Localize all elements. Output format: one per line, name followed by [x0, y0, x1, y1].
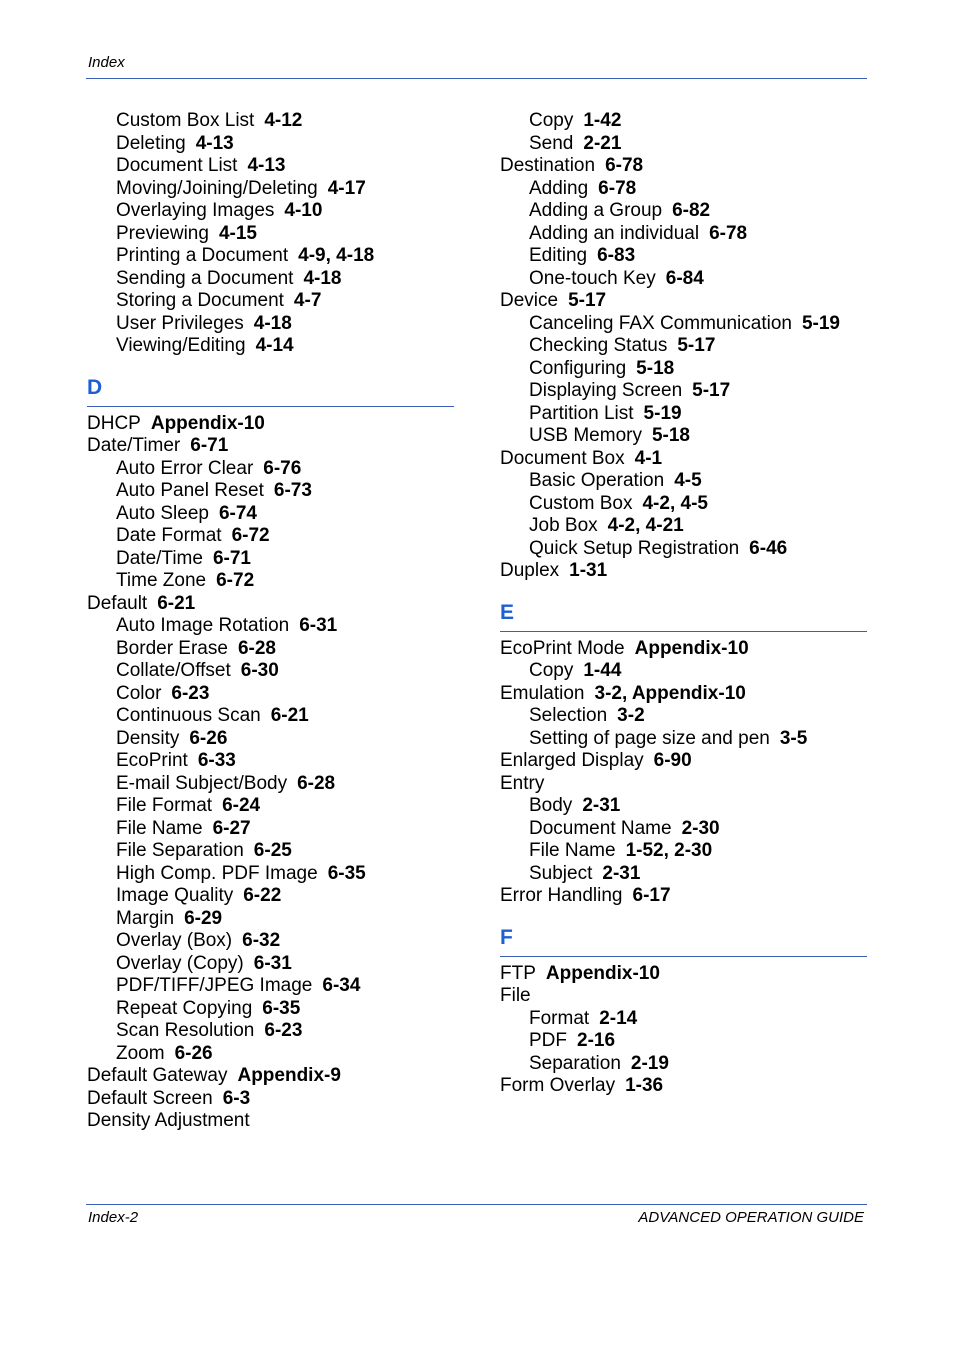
index-entry [87, 773, 454, 796]
page-reference[interactable]: 2-31 [582, 795, 621, 816]
continued-entries [87, 110, 454, 358]
index-entry [500, 560, 867, 583]
index-entry [500, 358, 867, 381]
index-entry [87, 245, 454, 268]
index-term: E-mail Subject/Body [116, 772, 288, 794]
page-reference[interactable]: 6-74 [218, 502, 257, 524]
page-reference[interactable]: 6-76 [263, 457, 302, 479]
index-term: Auto Image Rotation [116, 615, 290, 636]
footer-rule [86, 1204, 867, 1205]
index-term: Basic Operation [529, 470, 665, 491]
page-reference[interactable]: 1-44 [583, 660, 622, 681]
index-term: Storing a Document [116, 290, 284, 311]
section-rule-d [87, 406, 454, 407]
page-reference[interactable]: 6-21 [270, 705, 309, 726]
page-reference[interactable]: 6-25 [253, 840, 292, 861]
index-entry [87, 615, 454, 638]
index-term: Collate/Offset [116, 660, 231, 681]
index-entry [500, 728, 867, 751]
index-term: Send [529, 132, 574, 154]
index-term: One-touch Key [529, 267, 656, 289]
index-entry [500, 335, 867, 358]
section-letter-f: F [500, 925, 513, 949]
index-term: Quick Setup Registration [529, 537, 740, 559]
section-letter-e: E [500, 600, 515, 624]
index-entry [87, 268, 454, 291]
index-right-column [500, 110, 867, 1098]
index-entry [87, 975, 454, 998]
page-reference[interactable]: 6-26 [189, 727, 228, 749]
index-entry [87, 1065, 454, 1088]
page-reference[interactable]: 6-23 [171, 682, 210, 704]
index-entry [500, 245, 867, 268]
index-entry [87, 593, 454, 616]
index-term: Body [529, 795, 573, 816]
index-term: Viewing/Editing [116, 335, 246, 356]
index-entry [500, 403, 867, 426]
index-term: Date/Timer [87, 435, 181, 456]
index-term: Entry [500, 772, 545, 794]
index-entry [500, 380, 867, 403]
page-reference[interactable]: Appendix-9 [237, 1065, 341, 1086]
index-entry [500, 223, 867, 246]
page-reference[interactable]: 2-21 [583, 132, 622, 154]
index-term: Date Format [116, 525, 222, 546]
index-term: Default [87, 592, 148, 614]
index-term: Canceling FAX Communication [529, 312, 792, 334]
index-entry [87, 313, 454, 336]
index-term: Configuring [529, 357, 627, 379]
page-reference[interactable]: 4-13 [247, 155, 286, 176]
page-reference[interactable]: 6-83 [597, 245, 636, 266]
continued-entries [500, 110, 867, 583]
page-reference[interactable]: 3-5 [779, 727, 808, 749]
index-entry [87, 178, 454, 201]
index-entry [87, 503, 454, 526]
page-reference[interactable]: 6-71 [190, 435, 229, 456]
index-entry [500, 885, 867, 908]
index-term: Job Box [529, 515, 598, 536]
index-term: Color [116, 682, 162, 704]
index-entry [87, 863, 454, 886]
page-reference[interactable]: 6-29 [184, 907, 223, 929]
index-term: Date/Time [116, 547, 203, 569]
section-f [500, 908, 867, 1098]
page-reference[interactable]: 6-17 [632, 885, 671, 906]
index-term: Setting of page size and pen [529, 727, 770, 749]
page-reference[interactable]: 6-24 [222, 795, 261, 816]
index-term: Default Gateway [87, 1065, 228, 1086]
index-term: PDF [529, 1030, 567, 1051]
index-entry [87, 660, 454, 683]
page-reference[interactable]: 4-7 [293, 290, 322, 311]
index-entry [500, 515, 867, 538]
index-term: Enlarged Display [500, 750, 644, 771]
index-entry [87, 155, 454, 178]
page-reference[interactable]: 4-5 [674, 470, 702, 491]
page-number: Index-2 [88, 1209, 139, 1226]
index-entry [87, 223, 454, 246]
page-reference[interactable]: 2-16 [577, 1030, 616, 1051]
index-entry [500, 795, 867, 818]
index-entry [500, 660, 867, 683]
index-entry [87, 638, 454, 661]
index-term: Adding an individual [529, 222, 700, 244]
index-term: PDF/TIFF/JPEG Image [116, 975, 313, 996]
index-entry [87, 335, 454, 358]
index-entry [500, 290, 867, 313]
page-reference[interactable]: 4-18 [303, 267, 342, 289]
index-entry [87, 1020, 454, 1043]
index-entry [87, 480, 454, 503]
index-term: DHCP [87, 412, 141, 434]
index-entry [500, 313, 867, 336]
page-reference[interactable]: 6-78 [709, 222, 748, 244]
page-reference[interactable]: 3-2 [617, 705, 645, 726]
index-entry [87, 548, 454, 571]
page-reference[interactable]: Appendix-10 [545, 962, 660, 984]
index-term: Selection [529, 705, 608, 726]
index-term: Border Erase [116, 637, 228, 659]
page-reference[interactable]: 4-1 [634, 447, 663, 469]
index-entry [87, 818, 454, 841]
page-reference[interactable]: 1-31 [569, 560, 608, 581]
index-term: Repeat Copying [116, 997, 253, 1019]
index-term: Custom Box List [116, 110, 255, 131]
index-term: Adding [529, 177, 589, 199]
section-letter-d: D [87, 375, 103, 399]
page-reference[interactable]: 4-18 [253, 312, 292, 334]
index-term: Previewing [116, 222, 209, 244]
index-term: Density Adjustment [87, 1110, 250, 1131]
page-reference[interactable]: 6-90 [653, 750, 692, 771]
index-term: Error Handling [500, 885, 623, 906]
section-e-entries [500, 638, 867, 908]
page-reference[interactable]: 3-2, Appendix-10 [594, 682, 746, 704]
index-entry [500, 705, 867, 728]
page-reference[interactable]: 6-73 [273, 480, 312, 501]
index-entry [500, 268, 867, 291]
index-entry [87, 705, 454, 728]
running-header: Index [88, 54, 125, 71]
page-reference[interactable]: 4-15 [218, 222, 257, 244]
index-entry [87, 750, 454, 773]
page-reference[interactable]: 4-9, 4-18 [298, 245, 375, 266]
page-reference[interactable]: 2-14 [599, 1007, 638, 1029]
section-f-entries [500, 963, 867, 1098]
section-d [87, 358, 454, 1133]
index-term: Auto Panel Reset [116, 480, 264, 501]
index-entry [500, 448, 867, 471]
index-entry [500, 155, 867, 178]
index-entry [87, 1043, 454, 1066]
index-term: Margin [116, 907, 175, 929]
page-reference[interactable]: 6-28 [237, 637, 276, 659]
page-reference[interactable]: 1-52, 2-30 [625, 840, 713, 861]
index-entry [87, 570, 454, 593]
page-reference[interactable]: 6-84 [665, 267, 704, 289]
page-reference[interactable]: 1-36 [625, 1075, 664, 1096]
index-term: Density [116, 727, 180, 749]
index-entry [500, 110, 867, 133]
index-term: Checking Status [529, 335, 668, 356]
index-term: EcoPrint Mode [500, 637, 625, 659]
index-term: Printing a Document [116, 245, 289, 266]
index-term: Moving/Joining/Deleting [116, 177, 318, 199]
index-entry [500, 538, 867, 561]
page-reference[interactable]: 6-72 [216, 570, 255, 591]
page-reference[interactable]: 6-32 [242, 930, 281, 951]
page-reference[interactable]: 6-30 [240, 660, 279, 681]
page-reference[interactable]: 6-35 [262, 997, 301, 1019]
index-entry [500, 425, 867, 448]
page-reference[interactable]: 6-33 [197, 750, 236, 771]
index-entry [500, 840, 867, 863]
index-term: Displaying Screen [529, 380, 683, 401]
page-reference[interactable]: 6-35 [327, 862, 366, 884]
index-entry [87, 885, 454, 908]
page-reference[interactable]: 6-46 [749, 537, 788, 559]
index-entry [87, 683, 454, 706]
page-reference[interactable]: 6-26 [174, 1042, 213, 1064]
section-e [500, 583, 867, 908]
index-term: Overlaying Images [116, 200, 275, 221]
index-entry [500, 470, 867, 493]
page-reference[interactable]: 5-17 [568, 290, 607, 311]
index-entry [500, 985, 867, 1008]
page-reference[interactable]: 6-78 [598, 177, 637, 199]
index-term: Separation [529, 1052, 621, 1074]
index-entry [500, 773, 867, 796]
index-term: Document List [116, 155, 238, 176]
index-term: Destination [500, 155, 596, 176]
index-entry [87, 953, 454, 976]
index-term: Zoom [116, 1042, 165, 1064]
index-term: File Name [116, 817, 203, 839]
header-rule [86, 78, 867, 79]
index-entry [500, 493, 867, 516]
index-entry [87, 458, 454, 481]
index-term: Document Name [529, 817, 672, 839]
page-reference[interactable]: 6-3 [222, 1087, 251, 1109]
index-entry [500, 1030, 867, 1053]
index-term: Deleting [116, 132, 186, 154]
index-entry [500, 1008, 867, 1031]
page-reference[interactable]: 6-72 [231, 525, 270, 546]
page-reference[interactable]: 5-18 [636, 357, 675, 379]
page-reference[interactable]: 4-13 [195, 132, 234, 154]
page-reference[interactable]: 2-30 [681, 817, 720, 839]
page-reference[interactable]: 5-17 [677, 335, 716, 356]
index-entry [500, 133, 867, 156]
index-term: FTP [500, 962, 536, 984]
index-entry [87, 795, 454, 818]
index-entry [87, 413, 454, 436]
index-term: Duplex [500, 560, 560, 581]
index-term: User Privileges [116, 312, 244, 334]
index-entry [87, 840, 454, 863]
index-term: File Name [529, 840, 616, 861]
page-reference[interactable]: 5-17 [692, 380, 731, 401]
section-rule-e [500, 631, 867, 632]
index-term: File Format [116, 795, 213, 816]
index-term: Overlay (Copy) [116, 952, 244, 974]
index-term: High Comp. PDF Image [116, 862, 318, 884]
page-reference[interactable]: 1-42 [583, 110, 622, 131]
page-reference[interactable]: 4-14 [255, 335, 294, 356]
page-reference[interactable]: 6-27 [212, 817, 251, 839]
index-entry [500, 200, 867, 223]
index-term: Default Screen [87, 1087, 213, 1109]
index-term: Format [529, 1007, 590, 1029]
page-reference[interactable]: 6-22 [243, 885, 282, 906]
index-entry [87, 930, 454, 953]
index-term: Copy [529, 660, 574, 681]
index-term: USB Memory [529, 425, 642, 446]
index-entry [500, 1053, 867, 1076]
page-reference[interactable]: 4-12 [264, 110, 303, 131]
index-entry [87, 133, 454, 156]
page-reference[interactable]: 6-31 [299, 615, 338, 636]
index-entry [500, 863, 867, 886]
page-reference[interactable]: 5-19 [643, 402, 682, 424]
index-entry [500, 963, 867, 986]
page-reference[interactable]: 6-82 [672, 200, 711, 221]
index-left-column [87, 110, 454, 1133]
index-entry [87, 290, 454, 313]
page-reference[interactable]: 2-31 [602, 862, 641, 884]
index-term: Copy [529, 110, 574, 131]
index-term: Document Box [500, 447, 625, 469]
index-term: Subject [529, 862, 593, 884]
page-reference[interactable]: Appendix-10 [150, 412, 265, 434]
index-entry [500, 638, 867, 661]
page-reference[interactable]: 4-10 [284, 200, 323, 221]
page-reference[interactable]: 6-78 [605, 155, 644, 176]
page-reference[interactable]: 2-19 [630, 1052, 669, 1074]
guide-title: ADVANCED OPERATION GUIDE [638, 1209, 864, 1226]
index-entry [87, 525, 454, 548]
index-entry [87, 1110, 454, 1133]
page-reference[interactable]: 4-17 [327, 177, 366, 199]
index-term: Adding a Group [529, 200, 663, 221]
index-term: Sending a Document [116, 267, 294, 289]
index-term: File Separation [116, 840, 244, 861]
index-entry [500, 750, 867, 773]
section-rule-f [500, 956, 867, 957]
index-term: Partition List [529, 402, 634, 424]
index-term: Auto Sleep [116, 502, 209, 524]
page-reference[interactable]: 6-31 [253, 952, 292, 974]
index-entry [500, 683, 867, 706]
index-term: Continuous Scan [116, 705, 261, 726]
index-term: Emulation [500, 682, 585, 704]
index-entry [87, 435, 454, 458]
index-term: Scan Resolution [116, 1020, 255, 1041]
section-d-entries [87, 413, 454, 1133]
page-reference[interactable]: 6-28 [297, 772, 336, 794]
index-term: Auto Error Clear [116, 457, 254, 479]
page-reference[interactable]: 5-19 [801, 312, 840, 334]
index-entry [87, 728, 454, 751]
page-reference[interactable]: 6-34 [322, 975, 361, 996]
index-entry [87, 908, 454, 931]
index-term: EcoPrint [116, 750, 188, 771]
index-term: Overlay (Box) [116, 930, 233, 951]
index-entry [500, 818, 867, 841]
page-reference[interactable]: 6-71 [212, 547, 251, 569]
index-term: Form Overlay [500, 1075, 616, 1096]
index-term: Device [500, 290, 559, 311]
index-term: Image Quality [116, 885, 234, 906]
page-reference[interactable]: Appendix-10 [634, 637, 749, 659]
index-entry [500, 1075, 867, 1098]
page-reference[interactable]: 6-23 [264, 1020, 303, 1041]
index-entry [500, 178, 867, 201]
index-entry [87, 110, 454, 133]
index-term: File [500, 985, 531, 1006]
index-entry [87, 1088, 454, 1111]
page-reference[interactable]: 4-2, 4-21 [607, 515, 684, 536]
index-term: Editing [529, 245, 588, 266]
index-term: Time Zone [116, 570, 207, 591]
index-term: Custom Box [529, 492, 633, 514]
page-reference[interactable]: 4-2, 4-5 [642, 492, 708, 514]
page-reference[interactable]: 6-21 [157, 592, 196, 614]
page-reference[interactable]: 5-18 [651, 425, 690, 446]
index-entry [87, 998, 454, 1021]
index-entry [87, 200, 454, 223]
